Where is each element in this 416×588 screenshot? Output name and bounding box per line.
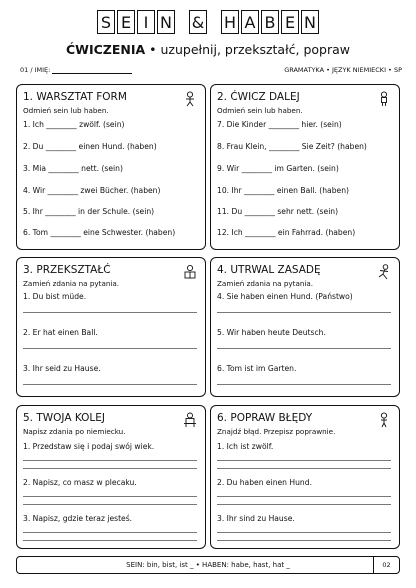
- answer-line[interactable]: [23, 348, 197, 349]
- exercise-item: 2. Du ________ einen Hund. (haben): [23, 142, 157, 151]
- title-letter: E: [117, 10, 135, 34]
- exercise-item: 2. Napisz, co masz w plecaku.: [23, 478, 137, 487]
- answer-line[interactable]: [217, 504, 391, 505]
- exercise-item: 4. Wir ________ zwei Bücher. (haben): [23, 186, 161, 195]
- subtitle: [0, 42, 416, 57]
- standing-figure-icon: [377, 412, 391, 428]
- exercise-item: 11. Du ________ sehr nett. (sein): [217, 207, 339, 216]
- card-title: 5. TWOJA KOLEJ: [23, 412, 106, 424]
- exercise-card-3: [16, 257, 206, 397]
- card-title: 3. PRZEKSZTAŁĆ: [23, 264, 111, 276]
- title-letter: A: [241, 10, 259, 34]
- answer-line[interactable]: [23, 468, 197, 469]
- running-figure-icon: [377, 264, 391, 280]
- exercise-item: 9. Wir ________ im Garten. (sein): [217, 164, 339, 173]
- reading-figure-icon: [183, 264, 197, 280]
- answer-line[interactable]: [23, 504, 197, 505]
- exercise-item: 1. Ich ist zwölf.: [217, 442, 274, 451]
- card-title: 6. POPRAW BŁĘDY: [217, 412, 313, 424]
- footer-hint: [16, 556, 400, 574]
- subtitle-bold: ĆWICZENIA: [65, 42, 146, 57]
- exercise-item: 4. Sie haben einen Hund. (Państwo): [217, 292, 353, 301]
- exercise-item: 7. Die Kinder ________ hier. (sein): [217, 120, 342, 129]
- exercise-item: 1. Ich ________ zwölf. (sein): [23, 120, 125, 129]
- exercise-item: 5. Ihr ________ in der Schule. (sein): [23, 207, 155, 216]
- exercise-item: 2. Du haben einen Hund.: [217, 478, 312, 487]
- answer-line[interactable]: [217, 532, 391, 533]
- exercise-card-4: [210, 257, 400, 397]
- card-title: 1. WARSZTAT FORM: [23, 91, 127, 103]
- exercise-card-2: [210, 84, 400, 250]
- card-instruction: Znajdź błąd. Przepisz poprawnie.: [217, 427, 336, 436]
- meta-row: [20, 66, 402, 74]
- exercise-item: 6. Tom ist im Garten.: [217, 364, 297, 373]
- card-instruction: Zamień zdania na pytania.: [23, 279, 120, 288]
- stick-figure-icon: [377, 91, 391, 107]
- title-letter: E: [281, 10, 299, 34]
- exercise-item: 5. Wir haben heute Deutsch.: [217, 328, 326, 337]
- card-title: 4. UTRWAL ZASADĘ: [217, 264, 321, 276]
- exercise-item: 12. Ich ________ ein Fahrrad. (haben): [217, 228, 356, 237]
- title-letter: H: [221, 10, 239, 34]
- answer-line[interactable]: [217, 460, 391, 461]
- answer-line[interactable]: [23, 384, 197, 385]
- exercise-item: 10. Ihr ________ einen Ball. (haben): [217, 186, 349, 195]
- answer-line[interactable]: [23, 460, 197, 461]
- exercise-item: 3. Mia ________ nett. (sein): [23, 164, 123, 173]
- answer-line[interactable]: [217, 384, 391, 385]
- exercise-item: 3. Ihr seid zu Hause.: [23, 364, 101, 373]
- card-instruction: Napisz zdania po niemiecku.: [23, 427, 126, 436]
- title-letter: N: [301, 10, 319, 34]
- desk-figure-icon: [183, 412, 197, 428]
- worksheet-title: [0, 10, 416, 34]
- title-letter: I: [137, 10, 155, 34]
- exercise-item: 1. Przedstaw się i podaj swój wiek.: [23, 442, 155, 451]
- answer-line[interactable]: [217, 468, 391, 469]
- card-instruction: Zamień zdania na pytania.: [217, 279, 314, 288]
- exercise-card-1: [16, 84, 206, 250]
- exercise-item: 1. Du bist müde.: [23, 292, 87, 301]
- exercise-card-5: [16, 405, 206, 549]
- answer-line[interactable]: [217, 496, 391, 497]
- answer-line[interactable]: [23, 532, 197, 533]
- answer-line[interactable]: [217, 348, 391, 349]
- title-letter: N: [157, 10, 175, 34]
- exercise-item: 2. Er hat einen Ball.: [23, 328, 98, 337]
- title-ampersand: &: [189, 10, 207, 34]
- exercise-item: 6. Tom ________ eine Schwester. (haben): [23, 228, 176, 237]
- card-title: 2. ĆWICZ DALEJ: [217, 91, 300, 103]
- name-label: 01 / IMIĘ:: [20, 66, 51, 74]
- name-line: [52, 68, 132, 74]
- subject-label: GRAMATYKA • JĘZYK NIEMIECKI • SP: [284, 66, 402, 74]
- answer-line[interactable]: [217, 540, 391, 541]
- exercise-item: 3. Ihr sind zu Hause.: [217, 514, 295, 523]
- exercise-card-6: [210, 405, 400, 549]
- subtitle-rest: • uzupełnij, przekształć, popraw: [145, 42, 350, 57]
- answer-line[interactable]: [23, 312, 197, 313]
- title-letter: S: [97, 10, 115, 34]
- card-instruction: Odmień sein lub haben.: [217, 106, 303, 115]
- answer-line[interactable]: [23, 496, 197, 497]
- card-instruction: Odmień sein lub haben.: [23, 106, 109, 115]
- title-letter: B: [261, 10, 279, 34]
- answer-line[interactable]: [217, 312, 391, 313]
- footer-text: SEIN: bin, bist, ist _ • HABEN: habe, hast, hat _: [126, 561, 290, 569]
- answer-line[interactable]: [23, 540, 197, 541]
- exercise-item: 3. Napisz, gdzie teraz jesteś.: [23, 514, 133, 523]
- stick-figure-icon: [183, 91, 197, 107]
- page-number: 02: [373, 557, 399, 573]
- name-field[interactable]: [20, 66, 132, 74]
- exercise-item: 8. Frau Klein, ________ Sie Zeit? (haben): [217, 142, 367, 151]
